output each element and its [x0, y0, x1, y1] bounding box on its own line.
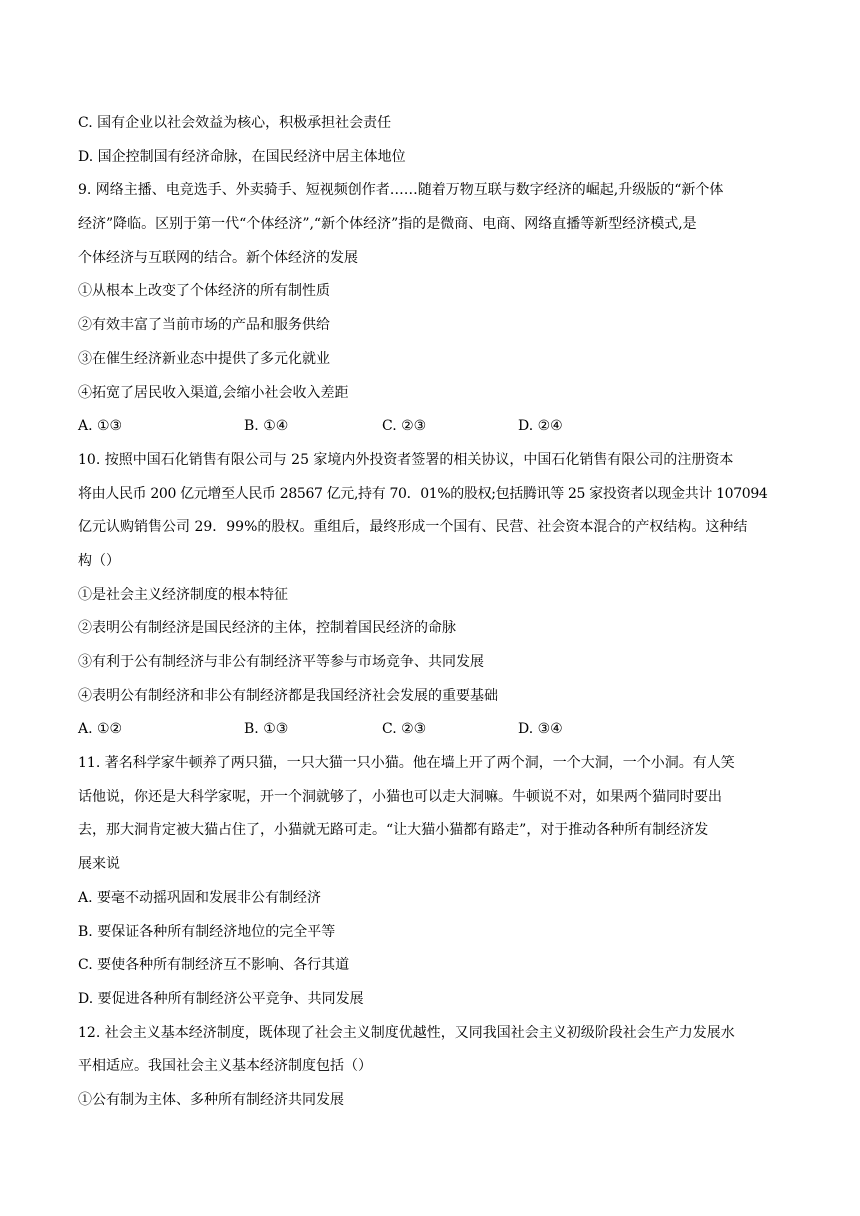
q10-statement-3: ③有利于公有制经济与非公有制经济平等参与市场竞争、共同发展	[78, 654, 484, 670]
q9-stem-line-1: 9. 网络主播、电竞选手、外卖骑手、短视频创作者……随着万物互联与数字经济的崛起,升级版的“新个体	[78, 182, 724, 199]
q10-statement-2: ②表明公有制经济是国民经济的主体，控制着国民经济的命脉	[78, 620, 456, 637]
document-page	[78, 107, 790, 1118]
q11-stem-line-4: 展来说	[78, 856, 120, 873]
q10-option-b[interactable]: B. ①③	[244, 721, 289, 738]
q10-statement-4: ④表明公有制经济和非公有制经济都是我国经济社会发展的重要基础	[78, 687, 498, 704]
q9-option-a[interactable]: A. ①③	[78, 418, 123, 435]
q10-stem-line-3: 亿元认购销售公司 29．99%的股权。重组后，最终形成一个国有、民营、社会资本混合的产权结构。这种结	[78, 519, 748, 536]
q10-option-c[interactable]: C. ②③	[382, 721, 427, 738]
q11-choice-b[interactable]: B. 要保证各种所有制经济地位的完全平等	[78, 923, 336, 940]
q9-option-d[interactable]: D. ②④	[518, 418, 563, 435]
q9-statement-4: ④拓宽了居民收入渠道,会缩小社会收入差距	[78, 384, 349, 401]
q9-option-b[interactable]: B. ①④	[244, 418, 289, 435]
q10-statement-1: ①是社会主义经济制度的根本特征	[78, 586, 288, 603]
q9-stem-line-2: 经济”降临。区别于第一代“个体经济”,“新个体经济”指的是微商、电商、网络直播等新型经济模式,是	[78, 216, 697, 233]
q11-stem-line-2: 话他说，你还是大科学家呢，开一个洞就够了，小猫也可以走大洞嘛。牛顿说不对，如果两个猫同时要出	[78, 788, 722, 805]
q9-options	[78, 410, 790, 444]
q9-option-c[interactable]: C. ②③	[382, 418, 427, 435]
q10-stem-line-2: 将由人民币 200 亿元增至人民币 28567 亿元,持有 70．01%的股权;包括腾讯等 25 家投资者以现金共计 107094	[78, 485, 768, 502]
q12-stem-line-2: 平相适应。我国社会主义基本经济制度包括（）	[78, 1058, 372, 1075]
q8-choice-d[interactable]: D. 国企控制国有经济命脉，在国民经济中居主体地位	[78, 148, 406, 165]
q9-statement-2: ②有效丰富了当前市场的产品和服务供给	[78, 317, 330, 334]
q10-option-a[interactable]: A. ①②	[78, 721, 123, 738]
q10-stem-line-4: 构（）	[78, 552, 120, 569]
q9-statement-3: ③在催生经济新业态中提供了多元化就业	[78, 350, 330, 367]
q11-choice-c[interactable]: C. 要使各种所有制经济互不影响、各行其道	[78, 957, 350, 974]
q11-stem-line-3: 去，那大洞肯定被大猫占住了，小猫就无路可走。“让大猫小猫都有路走”，对于推动各种所有制经济发	[78, 822, 709, 839]
q11-choice-a[interactable]: A. 要毫不动摇巩固和发展非公有制经济	[78, 889, 322, 906]
q10-option-d[interactable]: D. ③④	[518, 721, 563, 738]
q10-stem-line-1: 10. 按照中国石化销售有限公司与 25 家境内外投资者签署的相关协议，中国石化销售有限公司的注册资本	[78, 451, 734, 468]
q11-stem-line-1: 11. 著名科学家牛顿养了两只猫，一只大猫一只小猫。他在墙上开了两个洞，一个大洞，一个小洞。有人笑	[78, 755, 735, 772]
q9-stem-line-3: 个体经济与互联网的结合。新个体经济的发展	[78, 249, 358, 266]
q8-choice-c[interactable]: C. 国有企业以社会效益为核心，积极承担社会责任	[78, 115, 392, 131]
q12-stem-line-1: 12. 社会主义基本经济制度，既体现了社会主义制度优越性，又同我国社会主义初级阶段社会生产力发展水	[78, 1024, 735, 1041]
q11-choice-d[interactable]: D. 要促进各种所有制经济公平竞争、共同发展	[78, 990, 364, 1007]
q12-statement-1: ①公有制为主体、多种所有制经济共同发展	[78, 1091, 344, 1108]
q9-statement-1: ①从根本上改变了个体经济的所有制性质	[78, 283, 330, 300]
q10-options	[78, 713, 790, 747]
